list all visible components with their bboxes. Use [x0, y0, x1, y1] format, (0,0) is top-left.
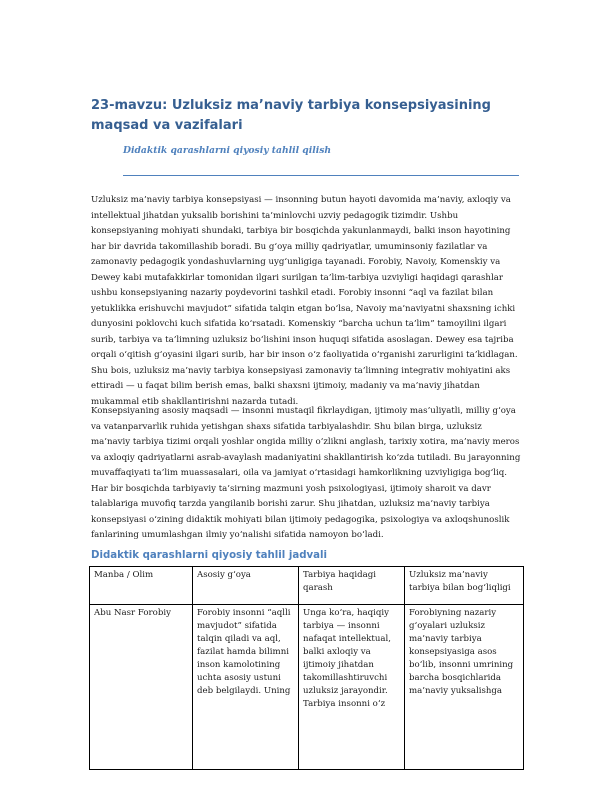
table-header-row	[90, 567, 524, 605]
table-header-cell: Uzluksiz ma’naviy tarbiya bilan bog‘liqligi	[405, 567, 524, 605]
cell-text: Forobiy insonni “aqlli mavjudot” sifatida talqin qiladi va aql, fazilat hamda bilimni inson kamolotining uchta asosiy ustuni deb belgilaydi. Uning	[197, 608, 291, 696]
subtitle-divider	[123, 175, 519, 176]
table-heading: Didaktik qarashlarni qiyosiy tahlil jadvali	[91, 550, 327, 561]
body-paragraph-1: Uzluksiz ma’naviy tarbiya konsepsiyasi — insonning butun hayoti davomida ma’naviy, axloqiy va intellektual jihatdan yuksalib borishini ta’minlovchi uzviy pedagogik tizimdir. Ushbu konsepsiyaning mohiyati shundaki, tarbiya bir bosqichda yakunlanmaydi, balki inson hayotining har bir davrida takomillashib boradi. Bu g‘oya milliy qadriyatlar, umuminsoniy fazilatlar va zamonaviy pedagogik yondashuvlarning uyg‘unligiga tayanadi. Forobiy, Navoiy, Komenskiy va Dewey kabi mutafakkirlar tomonidan ilgari surilgan ta’lim-tarbiya uzviyligi haqidagi qarashlar ushbu konsepsiyaning nazariy poydevorini tashkil etadi. Forobiy insonni “aql va fazilat bilan yetuklikka erishuvchi mavjudot” sifatida talqin etgan bo‘lsa, Navoiy ma’naviyatni shaxsning ichki dunyosini poklovchi kuch sifatida ko‘rsatadi. Komenskiy “barcha uchun ta’lim” tamoyilini ilgari surib, tarbiya va ta’limning uzluksiz bo‘lishini inson huquqi sifatida asoslagan. Dewey esa tajriba orqali o‘qitish g‘oyasini ilgari surib, har bir inson o‘z faoliyatida o‘rganishi zarurligini ta’kidlagan. Shu bois, uzluksiz ma’naviy tarbiya konsepsiyasi zamonaviy ta’limning integrativ mohiyatini aks ettiradi — u faqat bilim berish emas, balki shaxsni ijtimoiy, madaniy va ma’naviy jihatdan mukammal etib shakllantirishni nazarda tutadi.	[91, 195, 518, 407]
document-title: 23-mavzu: Uzluksiz ma’naviy tarbiya konsepsiyasining maqsad va vazifalari	[91, 98, 491, 133]
table-cell	[90, 605, 193, 770]
table-header-cell: Tarbiya haqidagi qarash	[299, 567, 405, 605]
body-paragraph-2: Konsepsiyaning asosiy maqsadi — insonni mustaqil fikrlaydigan, ijtimoiy mas’uliyatli, milliy g‘oya va vatanparvarlik ruhida yetishgan shaxs sifatida tarbiyalashdir. Shu bilan birga, uzluksiz ma’naviy tarbiya tizimi orqali yoshlar ongida milliy o‘zlikni anglash, tarixiy xotira, ma’naviy meros va axloqiy qadriyatlarni asrab-avaylash madaniyatini shakllantirish ko‘zda tutiladi. Bu jarayonning muvaffaqiyati ta’lim muassasalari, oila va jamiyat o‘rtasidagi hamkorlikning uzviyligiga bog‘liq. Har bir bosqichda tarbiyaviy ta’sirning mazmuni yosh psixologiyasi, ijtimoiy sharoit va davr talablariga muvofiq tarzda yangilanib borishi zarur. Shu jihatdan, uzluksiz ma’naviy tarbiya konsepsiyasi o‘zining didaktik mohiyati bilan ijtimoiy pedagogika, psixologiya va axloqshunoslik fanlarining umumlashgan ilmiy yo‘nalishi sifatida namoyon bo‘ladi.	[91, 406, 521, 540]
table-header-cell: Asosiy g‘oya	[193, 567, 299, 605]
table-header-cell: Manba / Olim	[90, 567, 193, 605]
cell-text: Forobiyning nazariy g‘oyalari uzluksiz ma’naviy tarbiya konsepsiyasiga asos bo‘lib, insonni umrining barcha bosqichlarida ma’naviy yuksalishga	[409, 608, 514, 696]
cell-text: Abu Nasr Forobiy	[94, 608, 171, 618]
table-cell	[405, 605, 524, 770]
document-subtitle: Didaktik qarashlarni qiyosiy tahlil qilish	[123, 145, 332, 156]
comparison-table	[89, 566, 524, 770]
cell-text: Unga ko‘ra, haqiqiy tarbiya — insonni nafaqat intellektual, balki axloqiy va ijtimoiy jihatdan takomillashtiruvchi uzluksiz jarayondir. Tarbiya insonni o‘z	[303, 608, 391, 709]
table-cell	[193, 605, 299, 770]
table-cell	[299, 605, 405, 770]
table-row	[90, 605, 524, 770]
